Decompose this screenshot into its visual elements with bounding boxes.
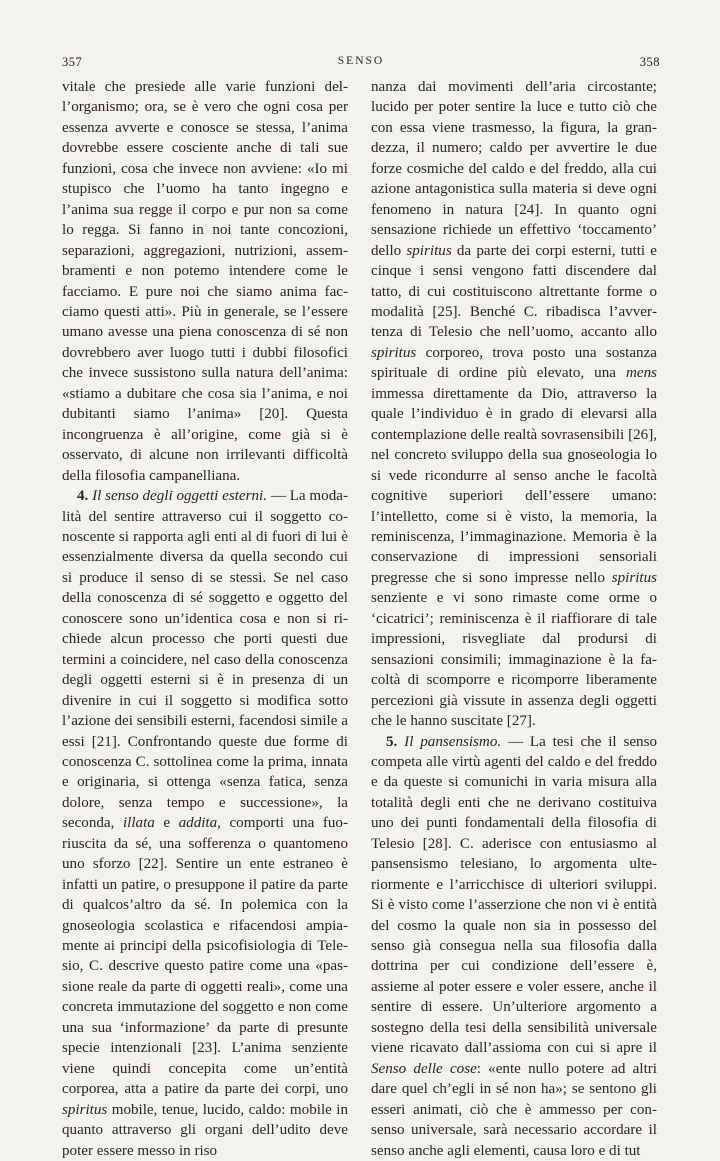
right-column xyxy=(371,77,657,1161)
paragraph-continued: nanza dai movimenti dell’aria circostante; lucido per poter sentire la luce e tutto ciò che con essa viene trasmesso, la figura, la grandezza, il numero; caldo per avvertire le due forze cosmiche del caldo e del freddo, alla cui azione antagonistica sulla materia si deve ogni fenomeno in natura [24]. In quanto ogni sensazione richiede un effettivo ‘toccamento’ dello spiritus da parte dei corpi esterni, tutti e cinque i sensi vengono fatti discendere dal tatto, di cui costituiscono altrettante forme o modalità [25]. Benché C. ribadisca l’avvertenza di Telesio che nell’uomo, accanto allo spiritus corporeo, trova posto una sostanza spirituale di ordine più elevato, una mens immessa direttamente da Dio, attraverso la quale l’individuo è in grado di elevarsi alla contemplazione delle realtà sovrasensibili [26], nel concreto sviluppo della sua gnoseologia lo si vede ricondurre al senso anche le facoltà cognitive superiori dell’essere umano: l’intelletto, come si è visto, la memoria, la reminiscenza, l’immaginazione. Memoria è la conservazione di impressioni sensoriali pregresse che si sono impresse nello spiritus senziente e vi sono rimaste come orme o ‘cicatrici’; reminiscenza è il riaffiorare di tale impressioni, risvegliate dal prodursi di sensazioni consimili; immaginazione è la facoltà di scomporre e ricomporre liberamente percezioni già vissute in assenza degli oggetti che le hanno suscitate [27]. xyxy=(371,77,657,732)
section-number: 5. xyxy=(386,734,397,750)
running-header xyxy=(62,55,660,77)
section-5-paragraph: 5. Il pansensismo. — La tesi che il senso competa alle virtù agenti del caldo e del freddo e da queste si comunichi in varia misura alla totalità degli enti che ne derivano costituiva uno dei punti fondamentali della filosofia di Telesio [28]. C. aderisce con entusiasmo al pansensismo telesiano, lo argomenta ulteriormente e l’arricchisce di ulteriori sviluppi. Si è visto come l’asserzione che non vi è entità del cosmo la quale non sia in possesso del senso già consegua nella sua filosofia dalla dottrina per cui condizione dell’essere è, assieme al poter essere e voler essere, anche il sentire di essere. Un’ulteriore argomento a sostegno della tesi della sensibilità universale viene ricavato dall’assioma con cui si apre il Senso delle cose: «ente nullo potere ad altri dare quel ch’egli in sé non ha»; se sentono gli esseri animati, ciò che è ammesso per consenso universale, sarà necessario accordare il senso anche agli elementi, causa loro e di tut xyxy=(371,732,657,1161)
section-4-paragraph: 4. Il senso degli oggetti esterni. — La modalità del sentire attraverso cui il soggetto conoscente si rapporta agli enti al di fuori di lui è essenzialmente diversa da quella secondo cui si produce il senso di se stessi. Se nel caso della conoscenza di sé soggetto e oggetto del conoscere sono un’identica cosa e non si richiede alcun processo che porti questi due termini a coincidere, nel caso della conoscenza degli oggetti esterni si è in presenza di un divenire in cui il soggetto si modifica sotto l’azione dei sensibili esterni, facendosi simile a essi [21]. Confrontando queste due forme di conoscenza C. sottolinea come la prima, innata e originaria, si ottenga «senza fatica, senza dolore, senza tempo e successione», la seconda, illata e addita, comporti una fuoriuscita da sé, una sofferenza o quantomeno uno sforzo [22]. Sentire un ente estraneo è infatti un patire, o presuppone il patire da parte di qualcos’altro da sé. In polemica con la gnoseologia scolastica e rifacendosi ampiamente ai principi della psicofisiologia di Telesio, C. descrive questo patire come una «passione reale da parte di oggetti reali», come una concreta immutazione del soggetto e non come una sua ‘informazione’ da parte di presunte specie intenzionali [23]. L’anima senziente viene quindi concepita come un’entità corporea, atta a patire da parte dei corpi, uno spiritus mobile, tenue, lucido, caldo: mobile in quanto attraverso gli organi dell’udito deve poter essere messo in riso xyxy=(62,486,348,1161)
paragraph-continued: vitale che presiede alle varie funzioni dell’organismo; ora, se è vero che ogni cosa per essenza avverte e conosce se stessa, l’anima dovrebbe essere cosciente anche di tali sue funzioni, cosa che invece non avviene: «Io mi stupisco che l’uomo ha tanto ingegno e l’anima sua regge il corpo e pur non sa come lo regga. Si fanno in noi tante concozioni, separazioni, aggregazioni, nutrizioni, assembramenti e non potemo intendere come le facciamo. E pure noi che siamo anima facciamo questi atti». Più in generale, se l’essere umano avesse una piena conoscenza di sé non dovrebbero aver luogo tutti i dubbi filosofici che invece sussistono sulla natura dell’anima: «stiamo a dubitare che cosa sia l’anima, e noi dubitanti siamo l’anima» [20]. Questa incongruenza è all’origine, come già si è osservato, di alcune non irrilevanti difficoltà della filosofia campanelliana. xyxy=(62,77,348,486)
section-title: Il pansensismo. xyxy=(404,734,501,750)
page-number-right: 358 xyxy=(640,55,660,70)
page-number-left: 357 xyxy=(62,55,82,70)
running-title: SENSO xyxy=(62,55,660,67)
section-number: 4. xyxy=(77,488,88,504)
left-column xyxy=(62,77,348,1161)
section-title: Il senso degli oggetti esterni. xyxy=(92,488,267,504)
